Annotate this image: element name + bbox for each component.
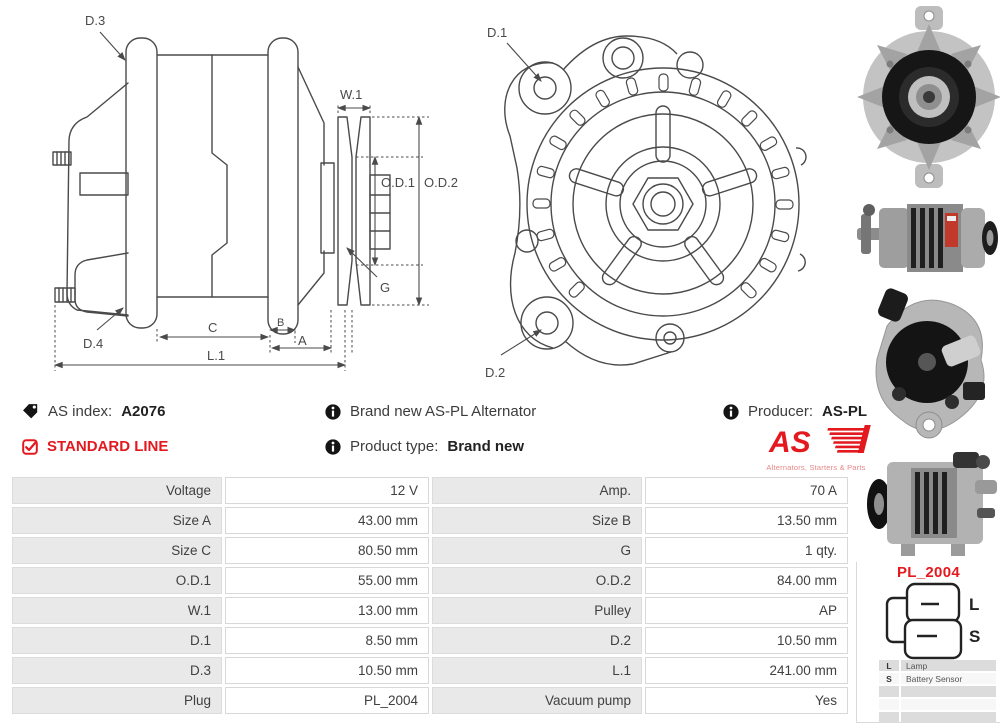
legend-key: L: [879, 660, 899, 671]
tag-icon: [22, 403, 39, 420]
spec-label: Pulley: [432, 597, 642, 624]
product-type-label: Product type:: [350, 438, 439, 455]
dim-label-d1: D.1: [487, 25, 508, 40]
rotor-spokes: [568, 106, 759, 287]
legend-desc: Lamp: [901, 660, 996, 671]
dim-label-b: B: [277, 317, 285, 329]
spec-label: Voltage: [12, 477, 222, 504]
alternator-side-outline: [53, 38, 390, 334]
legend-empty: [901, 699, 996, 710]
spec-label: O.D.1: [12, 567, 222, 594]
spec-value: 8.50 mm: [225, 627, 429, 654]
spec-value: 12 V: [225, 477, 429, 504]
legend-empty: [879, 699, 899, 710]
info-icon: [723, 404, 739, 420]
spec-value: 10.50 mm: [225, 657, 429, 684]
brand-new-row: [325, 403, 536, 420]
brand-new-text: Brand new AS-PL Alternator: [350, 403, 537, 420]
as-pl-logo-mark: [757, 424, 875, 458]
spec-label: D.2: [432, 627, 642, 654]
spec-value: 80.50 mm: [225, 537, 429, 564]
dim-label-od1: O.D.1: [381, 175, 415, 190]
as-index-row: [22, 403, 165, 420]
alternator-photo-front: [857, 6, 1000, 188]
spec-value: AP: [645, 597, 848, 624]
checkbox-check-icon: [22, 439, 38, 455]
product-photo-rear: [857, 284, 1000, 446]
side-view-drawing: [25, 5, 458, 390]
spec-label: Size B: [432, 507, 642, 534]
producer-row: [723, 403, 867, 420]
legend-desc: Battery Sensor: [901, 673, 996, 684]
spec-label: O.D.2: [432, 567, 642, 594]
spec-value: 55.00 mm: [225, 567, 429, 594]
front-view-drawing: [465, 8, 845, 386]
alternator-front-outline: [505, 36, 806, 365]
as-index-value: A2076: [121, 403, 166, 420]
spec-label: W.1: [12, 597, 222, 624]
spec-value: 241.00 mm: [645, 657, 848, 684]
spec-label: Amp.: [432, 477, 642, 504]
spec-value: 13.00 mm: [225, 597, 429, 624]
spec-value: 43.00 mm: [225, 507, 429, 534]
product-type-row: [325, 438, 524, 455]
plug-pin-s: S: [969, 627, 981, 646]
dimension-arrows: [55, 32, 419, 365]
alternator-photo-side2: [867, 452, 997, 556]
construction-lines: [55, 103, 429, 371]
producer-value: AS-PL: [822, 403, 868, 420]
spec-label: D.3: [12, 657, 222, 684]
spec-value: 1 qty.: [645, 537, 848, 564]
info-icon: [325, 439, 341, 455]
legend-key: S: [879, 673, 899, 684]
spec-value: 13.50 mm: [645, 507, 848, 534]
legend-empty: [879, 712, 899, 723]
as-index-label: AS index:: [48, 403, 113, 420]
spec-value: PL_2004: [225, 687, 429, 714]
legend-empty: [879, 686, 899, 697]
dim-label-d2: D.2: [485, 365, 506, 380]
product-type-value: Brand new: [447, 438, 525, 455]
spec-table: [12, 477, 848, 714]
logo-as-text: AS: [769, 426, 811, 459]
alternator-photo-rear: [876, 287, 985, 438]
dim-label-g: G: [380, 280, 391, 295]
legend-empty: [901, 686, 996, 697]
plug-legend: [879, 660, 996, 723]
dim-label-od2: O.D.2: [424, 175, 458, 190]
spec-label: D.1: [12, 627, 222, 654]
alternator-photo-side: [857, 204, 998, 272]
info-icon: [325, 404, 341, 420]
dim-label-w1: W.1: [340, 87, 363, 102]
plug-diagram: [857, 580, 1000, 660]
dim-label-l1: L.1: [207, 348, 226, 363]
spec-value: 10.50 mm: [645, 627, 848, 654]
spec-label: Vacuum pump: [432, 687, 642, 714]
product-photo-side-right: [857, 196, 1000, 280]
legend-empty: [901, 712, 996, 723]
logo-tagline: Alternators, Starters & Parts: [766, 463, 866, 472]
spec-value: 84.00 mm: [645, 567, 848, 594]
dim-label-a: A: [298, 333, 307, 348]
spec-label: Size C: [12, 537, 222, 564]
spec-label: Size A: [12, 507, 222, 534]
standard-line-row: [22, 438, 168, 455]
dim-label-c: C: [208, 320, 218, 335]
as-pl-logo: [757, 424, 875, 472]
spec-label: G: [432, 537, 642, 564]
producer-label: Producer:: [748, 403, 814, 420]
plug-name: PL_2004: [897, 564, 960, 581]
dim-label-d4: D.4: [83, 336, 104, 351]
spec-label: Plug: [12, 687, 222, 714]
standard-line-label: STANDARD LINE: [47, 438, 169, 455]
product-photo-side-left: [857, 452, 1000, 558]
spec-label: L.1: [432, 657, 642, 684]
dim-label-d3: D.3: [85, 13, 106, 28]
vent-slots: [533, 74, 793, 299]
spec-value: 70 A: [645, 477, 848, 504]
spec-value: Yes: [645, 687, 848, 714]
plug-panel: [856, 562, 1000, 723]
plug-pin-l: L: [969, 595, 980, 614]
product-photo-front: [857, 4, 1000, 190]
